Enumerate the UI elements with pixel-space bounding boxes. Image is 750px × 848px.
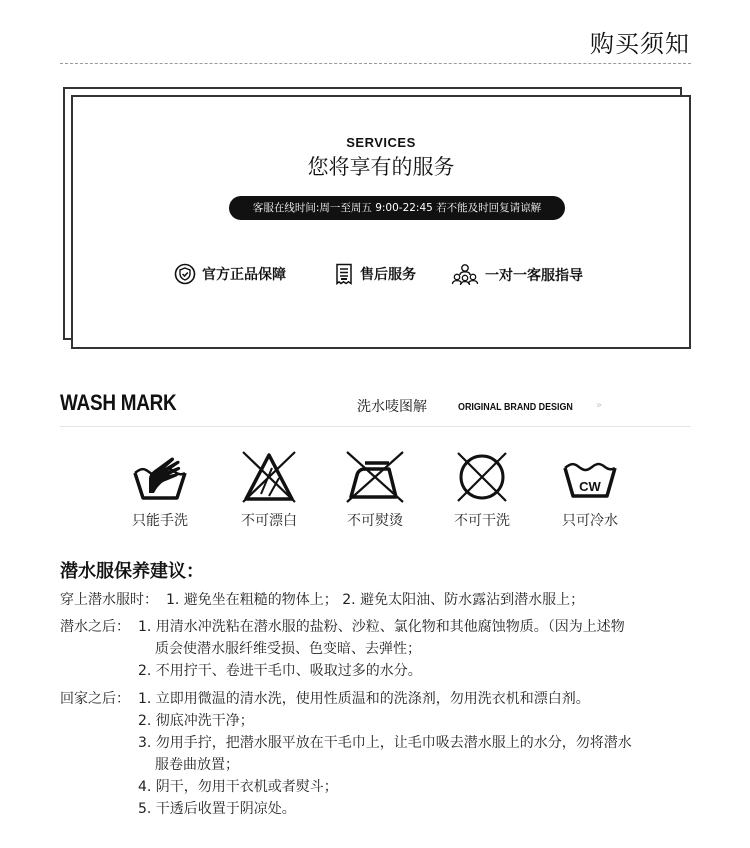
feature-one-on-one <box>451 263 583 287</box>
brand-design-label: ORIGINAL BRAND DESIGN <box>458 401 573 413</box>
advice-line: 2. 彻底冲洗干净； <box>138 713 254 729</box>
wash-symbol-label: 只可冷水 <box>562 513 618 529</box>
feature-after-sales <box>334 263 416 285</box>
feature-label: 官方正品保障 <box>202 267 286 283</box>
wash-mark-heading: WASH MARK <box>60 390 177 415</box>
care-advice-title: 潜水服保养建议： <box>60 561 204 582</box>
advice-line: 1. 避免坐在粗糙的物体上； 2. 避免太阳油、防水露沾到潜水服上； <box>166 592 585 608</box>
team-users-icon <box>451 263 479 287</box>
feature-authentic-guarantee <box>174 263 286 285</box>
cold-wash-icon <box>545 450 635 504</box>
advice-line: 5. 干透后收置于阴凉处。 <box>138 801 296 817</box>
chevron-right-icon: » <box>596 400 603 411</box>
shield-check-icon <box>174 263 196 285</box>
wash-mark-cn-label: 洗水唛图解 <box>357 399 427 415</box>
wash-symbol-label: 不可熨烫 <box>347 513 403 529</box>
no-bleach-icon <box>224 450 314 504</box>
wash-symbol-no-bleach <box>224 450 314 530</box>
advice-lead: 穿上潜水服时： <box>60 592 158 608</box>
wash-symbol-label: 不可漂白 <box>241 513 297 529</box>
advice-after-dive <box>60 616 700 682</box>
title-divider <box>60 63 691 64</box>
hand-wash-icon <box>115 450 205 504</box>
advice-lead: 回家之后： <box>60 691 130 707</box>
service-hours-badge: 客服在线时间:周一至周五 9:00-22:45 若不能及时回复请谅解 <box>229 196 565 220</box>
receipt-icon <box>334 263 354 285</box>
advice-lead: 潜水之后： <box>60 619 130 635</box>
advice-at-home <box>60 688 700 820</box>
wash-symbol-hand-wash <box>115 450 205 530</box>
advice-when-wearing <box>60 589 700 611</box>
advice-line: 服卷曲放置； <box>155 757 239 773</box>
wash-symbol-cold-wash <box>545 450 635 530</box>
services-card <box>71 95 691 349</box>
wash-symbol-label: 不可干洗 <box>454 513 510 529</box>
services-en-title: SERVICES <box>346 135 416 150</box>
wash-symbol-no-iron <box>330 450 420 530</box>
advice-line: 3. 勿用手拧，把潜水服平放在干毛巾上，让毛巾吸去潜水服上的水分，勿将潜水 <box>138 735 632 751</box>
feature-label: 售后服务 <box>360 267 416 283</box>
cold-wash-mark: CW <box>579 479 601 494</box>
advice-line: 4. 阴干，勿用干衣机或者熨斗； <box>138 779 338 795</box>
service-features <box>73 263 689 291</box>
advice-line: 1. 立即用微温的清水洗，使用性质温和的洗涤剂，勿用洗衣机和漂白剂。 <box>138 691 590 707</box>
no-iron-icon <box>330 450 420 504</box>
no-dry-clean-icon <box>437 450 527 504</box>
wash-symbol-no-dry-clean <box>437 450 527 530</box>
advice-line: 质会使潜水服纤维受损、色变暗、去弹性； <box>155 641 421 657</box>
advice-line: 1. 用清水冲洗粘在潜水服的盐粉、沙粒、氯化物和其他腐蚀物质。（因为上述物 <box>138 619 625 635</box>
wash-symbol-label: 只能手洗 <box>132 513 188 529</box>
wash-divider <box>60 426 691 427</box>
page-title: 购买须知 <box>590 30 690 58</box>
advice-line: 2. 不用拧干、卷进干毛巾、吸取过多的水分。 <box>138 663 422 679</box>
feature-label: 一对一客服指导 <box>485 268 583 284</box>
services-cn-title: 您将享有的服务 <box>307 155 455 179</box>
